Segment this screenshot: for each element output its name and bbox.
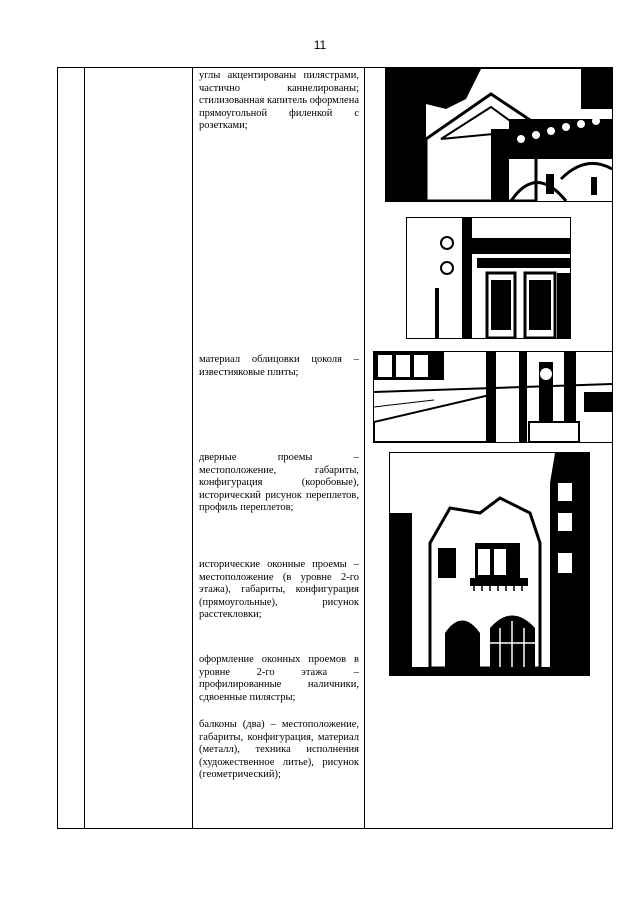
photo-capital-rosettes bbox=[406, 217, 571, 339]
photo-plinth-limestone bbox=[373, 351, 613, 443]
feature-plinth: материал облицовки цоколя – известняковые плиты; bbox=[199, 354, 359, 378]
photo-cell bbox=[365, 68, 613, 829]
feature-pilasters: углы акцентированы пилястрами, частично каннелированы; стилизованная капитель оформлена прямоугольной филенкой с розетками; bbox=[199, 70, 359, 132]
photo-corner-pilaster bbox=[385, 68, 613, 202]
photo-facade-balcony bbox=[389, 452, 590, 676]
description-cell bbox=[193, 68, 365, 829]
name-cell bbox=[85, 68, 193, 829]
page-number: 11 bbox=[313, 38, 327, 52]
number-cell bbox=[58, 68, 85, 829]
feature-doors: дверные проемы – местоположение, габариты, конфигурация (коробовые), исторический рисунок переплетов, профиль переплетов; bbox=[199, 452, 359, 514]
table-row bbox=[58, 68, 613, 829]
features-table bbox=[57, 67, 613, 829]
feature-window-trim: оформление оконных проемов в уровне 2-го этажа – профилированные наличники, сдвоенные пилястры; bbox=[199, 654, 359, 703]
feature-windows: исторические оконные проемы – местоположение (в уровне 2-го этажа), габариты, конфигурация (прямоугольные), рисунок расстекловки; bbox=[199, 559, 359, 621]
feature-balconies: балконы (два) – местоположение, габариты, конфигурация, материал (металл), техника исполнения (художественное литье), рисунок (геометрический); bbox=[199, 719, 359, 781]
